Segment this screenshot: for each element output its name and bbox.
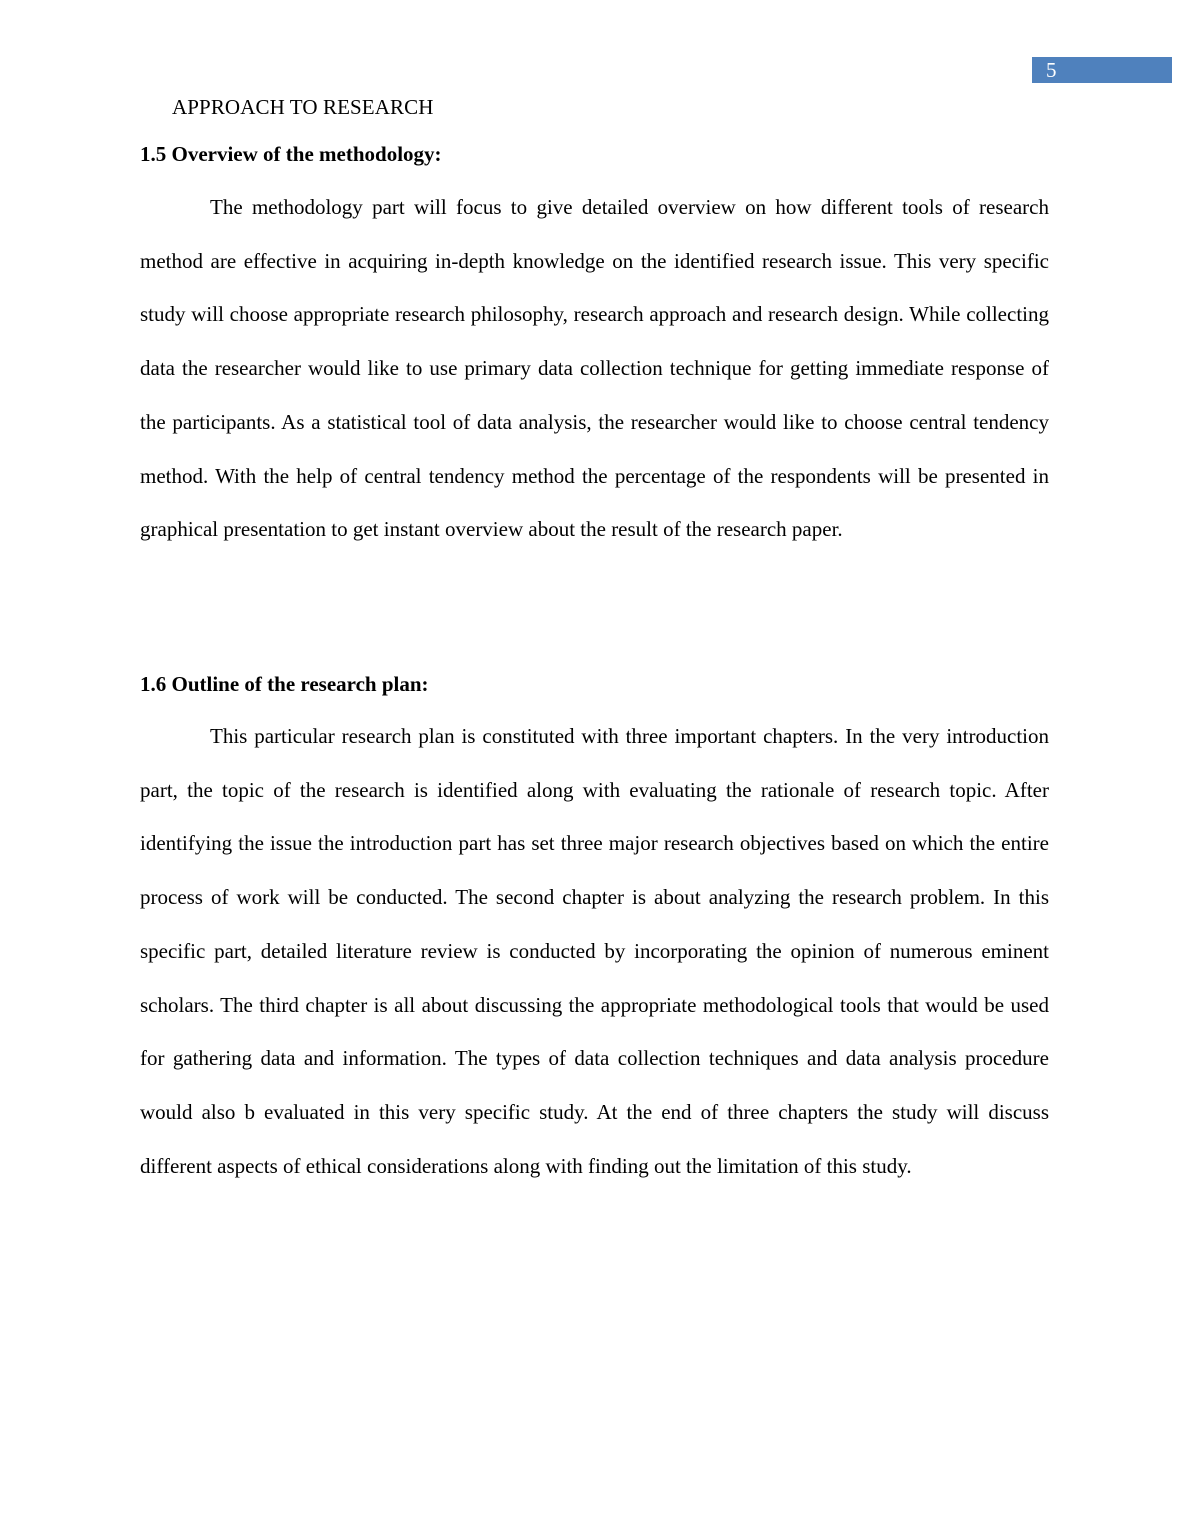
page-number: 5 <box>1046 58 1057 82</box>
section-heading-research-plan: 1.6 Outline of the research plan: <box>140 672 429 696</box>
paragraph-methodology: The methodology part will focus to give detailed overview on how different tools of research method are effective in acquiring in-depth knowledge on the identified research issue. This very specific study will choose appropriate research philosophy, research approach and research design. While collecting data the researcher would like to use primary data collection technique for getting immediate response of the participants. As a statistical tool of data analysis, the researcher would like to choose central tendency method. With the help of central tendency method the percentage of the respondents will be presented in graphical presentation to get instant overview about the result of the research paper. <box>140 195 1049 542</box>
page-number-box <box>1032 57 1172 83</box>
paragraph-research-plan: This particular research plan is constituted with three important chapters. In the very introduction part, the topic of the research is identified along with evaluating the rationale of research topic. After identifying the issue the introduction part has set three major research objectives based on which the entire process of work will be conducted. The second chapter is about analyzing the research problem. In this specific part, detailed literature review is conducted by incorporating the opinion of numerous eminent scholars. The third chapter is all about discussing the appropriate methodological tools that would be used for gathering data and information. The types of data collection techniques and data analysis procedure would also b evaluated in this very specific study. At the end of three chapters the study will discuss different aspects of ethical considerations along with finding out the limitation of this study. <box>140 724 1049 1178</box>
section-heading-methodology: 1.5 Overview of the methodology: <box>140 142 442 166</box>
running-head: APPROACH TO RESEARCH <box>172 95 434 119</box>
